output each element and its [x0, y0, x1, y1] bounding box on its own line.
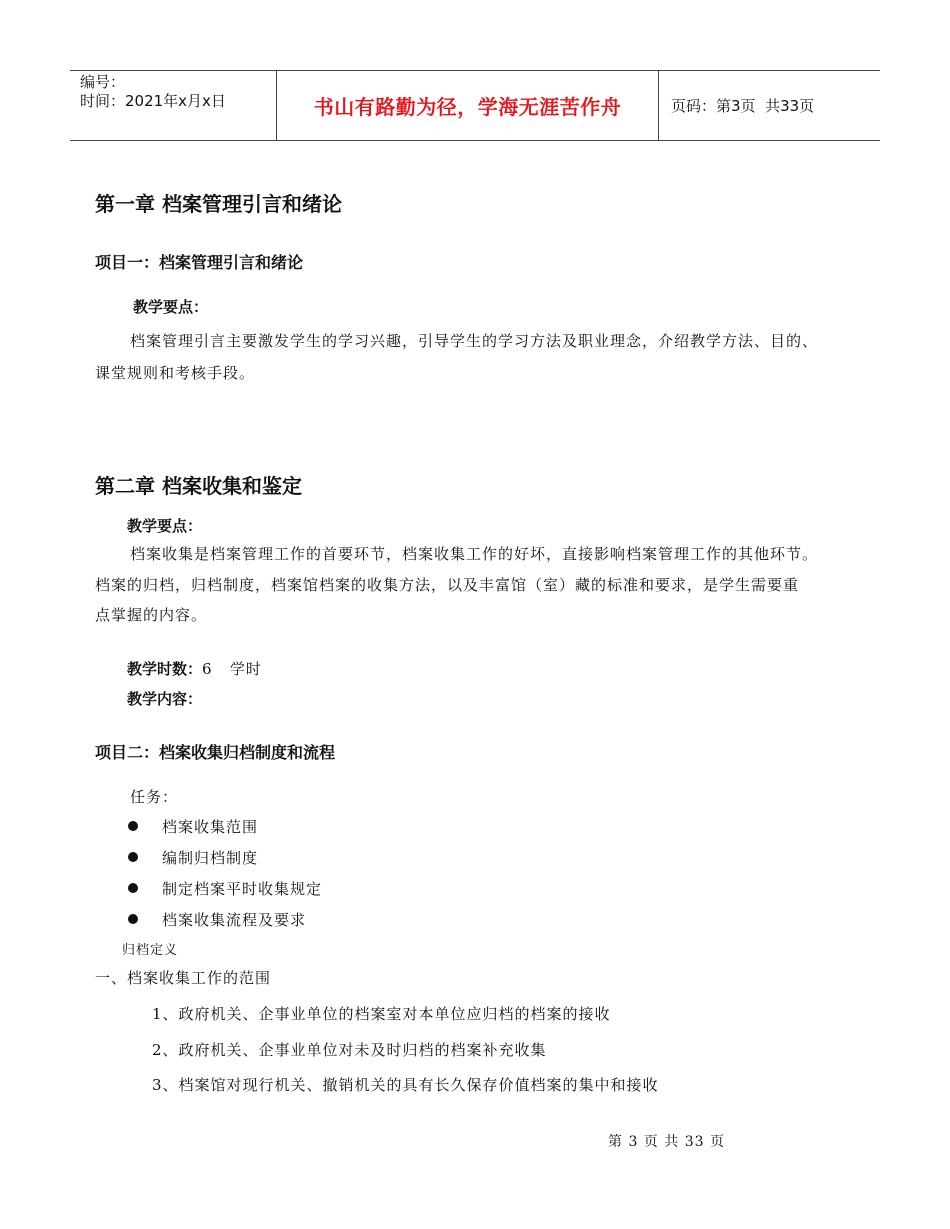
- section-1-title: 一、档案收集工作的范围: [95, 969, 272, 987]
- page-header: [70, 70, 880, 141]
- hours-label: 教学时数：: [127, 660, 203, 678]
- ch1-points-label: 教学要点：: [133, 298, 209, 316]
- task-item: 制定档案平时收集规定: [128, 878, 322, 899]
- scope-item-3: 3、档案馆对现行机关、撤销机关的具有长久保存价值档案的集中和接收: [152, 1076, 659, 1094]
- ch1-text-line-1: 档案管理引言主要激发学生的学习兴趣，引导学生的学习方法及职业理念，介绍教学方法、目的、: [130, 332, 819, 350]
- header-meta: [70, 71, 277, 140]
- project-2-title: 项目二：档案收集归档制度和流程: [95, 743, 336, 762]
- task-item: 编制归档制度: [128, 847, 258, 868]
- task-item: 档案收集范围: [128, 816, 258, 837]
- ch2-text-line-3: 点掌握的内容。: [95, 606, 208, 624]
- ch2-text-line-1: 档案收集是档案管理工作的首要环节，档案收集工作的好坏，直接影响档案管理工作的其他环节。: [130, 545, 819, 563]
- task-item: 档案收集流程及要求: [128, 909, 306, 930]
- chapter-2-title: 第二章 档案收集和鉴定: [95, 474, 302, 498]
- project-1-title: 项目一：档案管理引言和绪论: [95, 253, 304, 272]
- bullet-icon: [128, 821, 138, 831]
- scope-item-1: 1、政府机关、企事业单位的档案室对本单位应归档的档案的接收: [152, 1005, 611, 1023]
- bullet-icon: [128, 852, 138, 862]
- hours-row: [127, 658, 262, 679]
- header-page-info: [659, 71, 880, 140]
- definition-label: 归档定义: [122, 943, 179, 958]
- ch2-text-line-2: 档案的归档，归档制度，档案馆档案的收集方法，以及丰富馆（室）藏的标准和要求，是学生需要重: [95, 576, 800, 594]
- bullet-icon: [128, 914, 138, 924]
- header-motto: 书山有路勤为径，学海无涯苦作舟: [277, 71, 659, 140]
- time-label: 时间：2021年x月x日: [80, 92, 226, 110]
- bullet-icon: [128, 883, 138, 893]
- scope-item-2: 2、政府机关、企事业单位对未及时归档的档案补充收集: [152, 1041, 547, 1059]
- ch1-text-line-2: 课堂规则和考核手段。: [95, 364, 256, 382]
- ch2-points-label: 教学要点：: [127, 517, 203, 535]
- task-label: 任务：: [130, 788, 179, 806]
- chapter-1-title: 第一章 档案管理引言和绪论: [95, 192, 342, 216]
- content-label: 教学内容：: [127, 690, 203, 708]
- hours-value: 6 学时: [202, 660, 262, 678]
- page-label: 页码：第3页 共33页: [671, 97, 815, 115]
- page-footer: 第 3 页 共 33 页: [608, 1134, 725, 1150]
- number-label: 编号：: [80, 73, 126, 91]
